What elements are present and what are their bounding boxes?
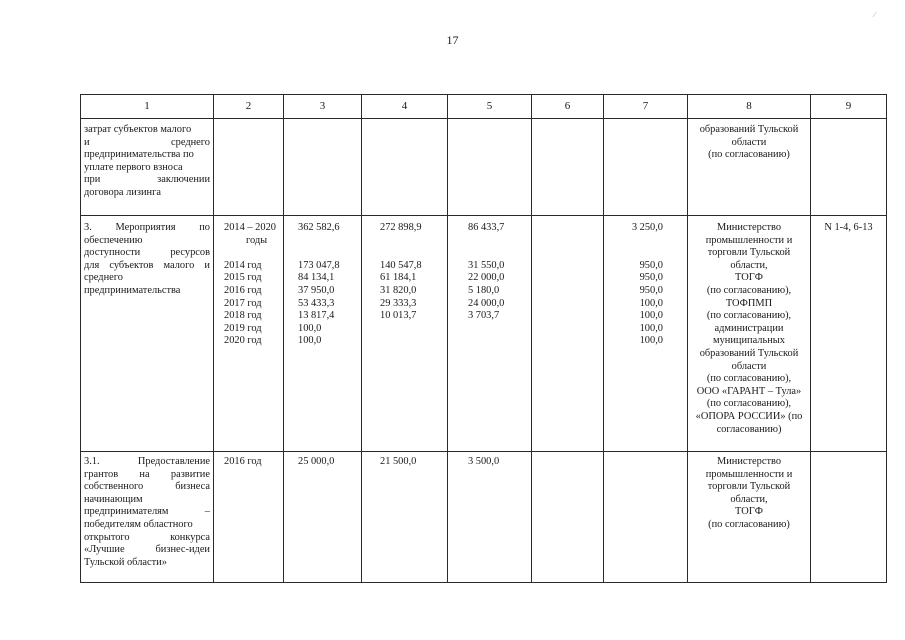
- resp-line: ТОФПМП: [725, 297, 773, 309]
- resp-line: области,: [730, 493, 768, 505]
- desc-line: предпринимательства по: [84, 149, 194, 161]
- year-label: 2015 год: [224, 272, 262, 284]
- desc-line: собственного бизнеса: [84, 481, 210, 493]
- responsible-cell: [688, 452, 811, 583]
- year-value: 22 000,0: [468, 272, 505, 284]
- resp-line: области: [731, 136, 767, 148]
- table-row: [81, 216, 887, 452]
- desc-line: при заключении: [84, 174, 210, 186]
- resp-line: (по согласованию),: [706, 310, 792, 322]
- total-value: 3 500,0: [468, 456, 500, 467]
- column-header: 9: [811, 95, 887, 119]
- other-cell: [604, 119, 688, 216]
- period-cell: [214, 119, 284, 216]
- column-header: 1: [81, 95, 214, 119]
- column-header: 4: [362, 95, 448, 119]
- resp-line: (по согласованию),: [706, 398, 792, 410]
- year-value: 100,0: [639, 310, 663, 322]
- year-value: 24 000,0: [468, 297, 505, 309]
- total-cell: [284, 119, 362, 216]
- year-value: 100,0: [639, 335, 663, 347]
- indicators-value: N 1-4, 6-13: [824, 222, 873, 233]
- year-label: 2016 год: [224, 284, 262, 296]
- desc-line: начинающим: [84, 493, 143, 505]
- resp-line: Министерство: [716, 222, 782, 233]
- desc-line: предпринимательства: [84, 284, 181, 296]
- resp-line: ООО «ГАРАНТ – Тула»: [696, 385, 802, 397]
- municipal-cell: [532, 452, 604, 583]
- year-label: 2020 год: [224, 335, 262, 347]
- desc-line: грантов на развитие: [84, 468, 210, 480]
- year-label: 2019 год: [224, 322, 262, 334]
- desc-line: затрат субъектов малого: [84, 124, 192, 135]
- year-value: 100,0: [298, 322, 322, 334]
- desc-line: и среднего: [84, 136, 210, 148]
- total-value: 86 433,7: [468, 222, 505, 233]
- resp-line: промышленности и: [705, 468, 793, 480]
- year-label: 2014 год: [224, 259, 262, 271]
- resp-line: Министерство: [716, 456, 782, 467]
- year-label: 2017 год: [224, 297, 262, 309]
- year-value: 3 703,7: [468, 310, 500, 322]
- other-cell: [604, 216, 688, 452]
- year-value: 13 817,4: [298, 310, 335, 322]
- desc-line: обеспечению: [84, 234, 143, 246]
- total-value: 362 582,6: [298, 222, 340, 233]
- desc-line: «Лучшие бизнес-идеи: [84, 544, 210, 556]
- total-cell: [284, 216, 362, 452]
- table-row: [81, 119, 887, 216]
- resp-line: (по согласованию),: [706, 284, 792, 296]
- resp-line: согласованию): [716, 423, 782, 435]
- year-value: 37 950,0: [298, 284, 335, 296]
- measure-description: [81, 452, 214, 583]
- indicators-cell: [811, 216, 887, 452]
- resp-line: образований Тульской: [699, 124, 799, 135]
- period-cell: [214, 216, 284, 452]
- indicators-cell: [811, 452, 887, 583]
- total-value: 21 500,0: [380, 456, 417, 467]
- resp-line: администрации: [714, 322, 784, 334]
- responsible-cell: [688, 216, 811, 452]
- measure-description: [81, 119, 214, 216]
- federal-cell: [362, 452, 448, 583]
- year-label: 2018 год: [224, 310, 262, 322]
- regional-cell: [448, 216, 532, 452]
- period-line: 2014 – 2020: [224, 222, 276, 233]
- resp-line: (по согласованию),: [706, 373, 792, 385]
- column-header: 5: [448, 95, 532, 119]
- year-value: 950,0: [639, 284, 663, 296]
- desc-line: 3.1. Предоставление: [84, 456, 210, 467]
- desc-line: уплате первого взноса: [84, 161, 183, 173]
- year-value: 950,0: [639, 272, 663, 284]
- resp-line: муниципальных: [713, 335, 785, 347]
- year-value: 31 550,0: [468, 259, 505, 271]
- desc-line: среднего: [84, 272, 123, 284]
- measure-description: [81, 216, 214, 452]
- year-value: 100,0: [639, 322, 663, 334]
- desc-line: для субъектов малого и: [84, 259, 210, 271]
- other-cell: [604, 452, 688, 583]
- desc-line: открытого конкурса: [84, 531, 210, 543]
- resp-line: (по согласованию): [708, 149, 790, 161]
- year-value: 5 180,0: [468, 284, 500, 296]
- municipal-cell: [532, 119, 604, 216]
- total-value: 272 898,9: [380, 222, 422, 233]
- column-header: 3: [284, 95, 362, 119]
- period-cell: [214, 452, 284, 583]
- desc-line: 3. Мероприятия по: [84, 222, 210, 233]
- year-value: 100,0: [298, 335, 322, 347]
- year-value: 10 013,7: [380, 310, 417, 322]
- regional-cell: [448, 119, 532, 216]
- responsible-cell: [688, 119, 811, 216]
- desc-line: победителям областного: [84, 518, 193, 530]
- resp-line: области,: [730, 259, 768, 271]
- page-number: 17: [446, 33, 459, 47]
- federal-cell: [362, 216, 448, 452]
- year-value: 140 547,8: [380, 259, 422, 271]
- year-value: 84 134,1: [298, 272, 335, 284]
- column-header: 6: [532, 95, 604, 119]
- period-line: 2016 год: [224, 456, 262, 467]
- resp-line: торговли Тульской: [707, 247, 791, 259]
- resp-line: торговли Тульской: [707, 481, 791, 493]
- resp-line: области: [731, 360, 767, 372]
- desc-line: доступности ресурсов: [84, 247, 210, 259]
- year-value: 61 184,1: [380, 272, 417, 284]
- federal-cell: [362, 119, 448, 216]
- year-value: 31 820,0: [380, 284, 417, 296]
- resp-line: ТОГФ: [735, 506, 763, 518]
- table-header-row: [81, 95, 887, 119]
- year-value: 100,0: [639, 297, 663, 309]
- desc-line: договора лизинга: [84, 186, 161, 198]
- regional-cell: [448, 452, 532, 583]
- desc-line: Тульской области»: [84, 556, 167, 568]
- table-row: [81, 452, 887, 583]
- total-cell: [284, 452, 362, 583]
- resp-line: (по согласованию): [708, 518, 790, 530]
- year-value: 950,0: [639, 259, 663, 271]
- total-value: 3 250,0: [631, 222, 663, 233]
- indicators-cell: [811, 119, 887, 216]
- municipal-cell: [532, 216, 604, 452]
- year-value: 29 333,3: [380, 297, 417, 309]
- year-value: 53 433,3: [298, 297, 335, 309]
- desc-line: предпринимателям –: [84, 506, 210, 518]
- year-value: 173 047,8: [298, 259, 340, 271]
- resp-line: ТОГФ: [735, 272, 763, 284]
- resp-line: «ОПОРА РОССИИ» (по: [695, 410, 803, 422]
- column-header: 2: [214, 95, 284, 119]
- column-header: 7: [604, 95, 688, 119]
- column-header: 8: [688, 95, 811, 119]
- resp-line: промышленности и: [705, 234, 793, 246]
- corner-mark: ∕: [874, 10, 876, 19]
- period-line: годы: [246, 234, 268, 246]
- resp-line: образований Тульской: [699, 347, 799, 359]
- program-table: [80, 94, 887, 583]
- total-value: 25 000,0: [298, 456, 335, 467]
